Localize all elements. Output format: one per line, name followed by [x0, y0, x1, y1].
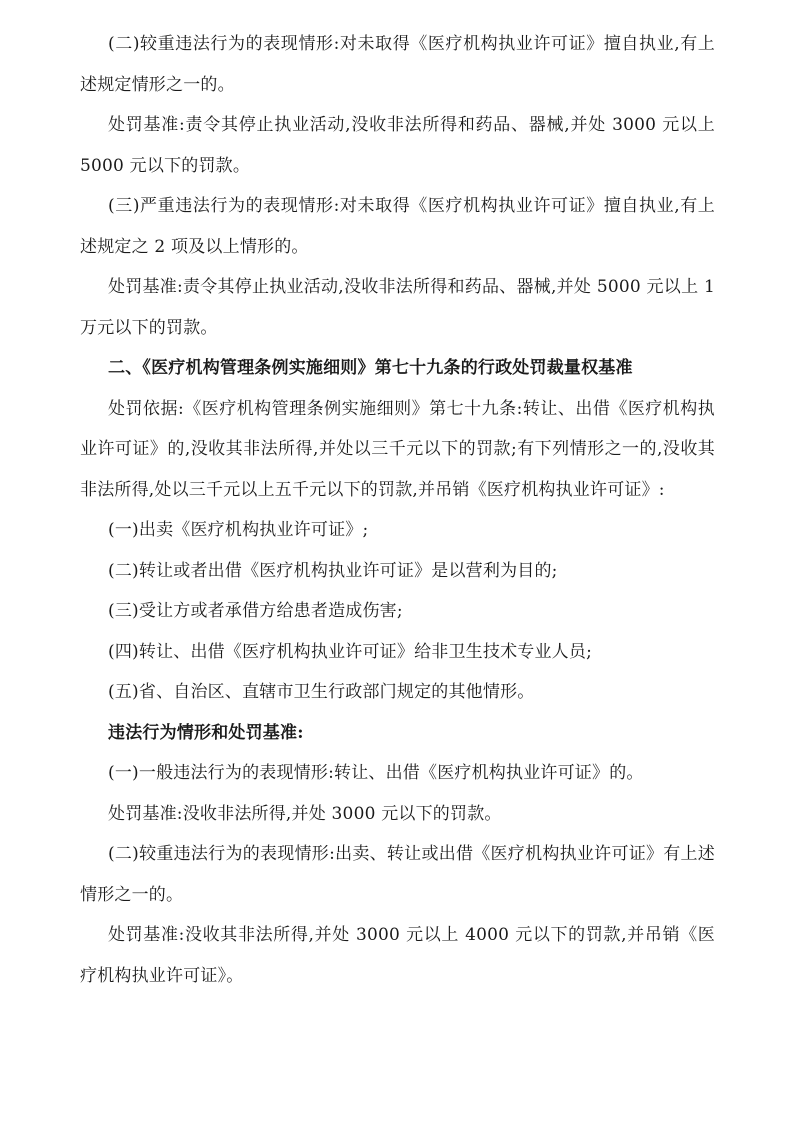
paragraph-severe-case-3: (三)严重违法行为的表现情形:对未取得《医疗机构执业许可证》擅自执业,有上述规定之 2 项及以上情形的。: [80, 196, 715, 257]
section-heading: 二、《医疗机构管理条例实施细则》第七十九条的行政处罚裁量权基准: [108, 358, 633, 378]
list-item: (一)出卖《医疗机构执业许可证》;: [108, 520, 369, 540]
paragraph-general-case: (一)一般违法行为的表现情形:转让、出借《医疗机构执业许可证》的。: [108, 763, 644, 783]
list-item: (二)转让或者出借《医疗机构执业许可证》是以营利为目的;: [108, 560, 558, 581]
paragraph-penalty-standard: 处罚基准:没收非法所得,并处 3000 元以下的罚款。: [108, 803, 502, 824]
subsection-heading: 违法行为情形和处罚基准:: [108, 722, 304, 743]
paragraph-severe-case-2: (二)较重违法行为的表现情形:对未取得《医疗机构执业许可证》擅自执业,有上述规定情形之一的。: [80, 34, 715, 95]
paragraph-penalty-standard: 处罚基准:没收其非法所得,并处 3000 元以上 4000 元以下的罚款,并吊销《医疗机构执业许可证》。: [80, 925, 715, 986]
list-item: (四)转让、出借《医疗机构执业许可证》给非卫生技术专业人员;: [108, 641, 592, 662]
list-item: (五)省、自治区、直辖市卫生行政部门规定的其他情形。: [108, 682, 535, 702]
paragraph-penalty-basis: 处罚依据:《医疗机构管理条例实施细则》第七十九条:转让、出借《医疗机构执业许可证》的,没收其非法所得,并处以三千元以下的罚款;有下列情形之一的,没收其非法所得,处以三千元以上五千元以下的罚款,并吊销《医疗机构执业许可证》:: [80, 398, 715, 500]
paragraph-penalty-standard: 处罚基准:责令其停止执业活动,没收非法所得和药品、器械,并处 3000 元以上 5000 元以下的罚款。: [80, 115, 715, 176]
list-item: (三)受让方或者承借方给患者造成伤害;: [108, 601, 403, 621]
paragraph-penalty-standard: 处罚基准:责令其停止执业活动,没收非法所得和药品、器械,并处 5000 元以上 1 万元以下的罚款。: [80, 277, 715, 338]
paragraph-severe-case-2: (二)较重违法行为的表现情形:出卖、转让或出借《医疗机构执业许可证》有上述情形之一的。: [80, 844, 715, 905]
